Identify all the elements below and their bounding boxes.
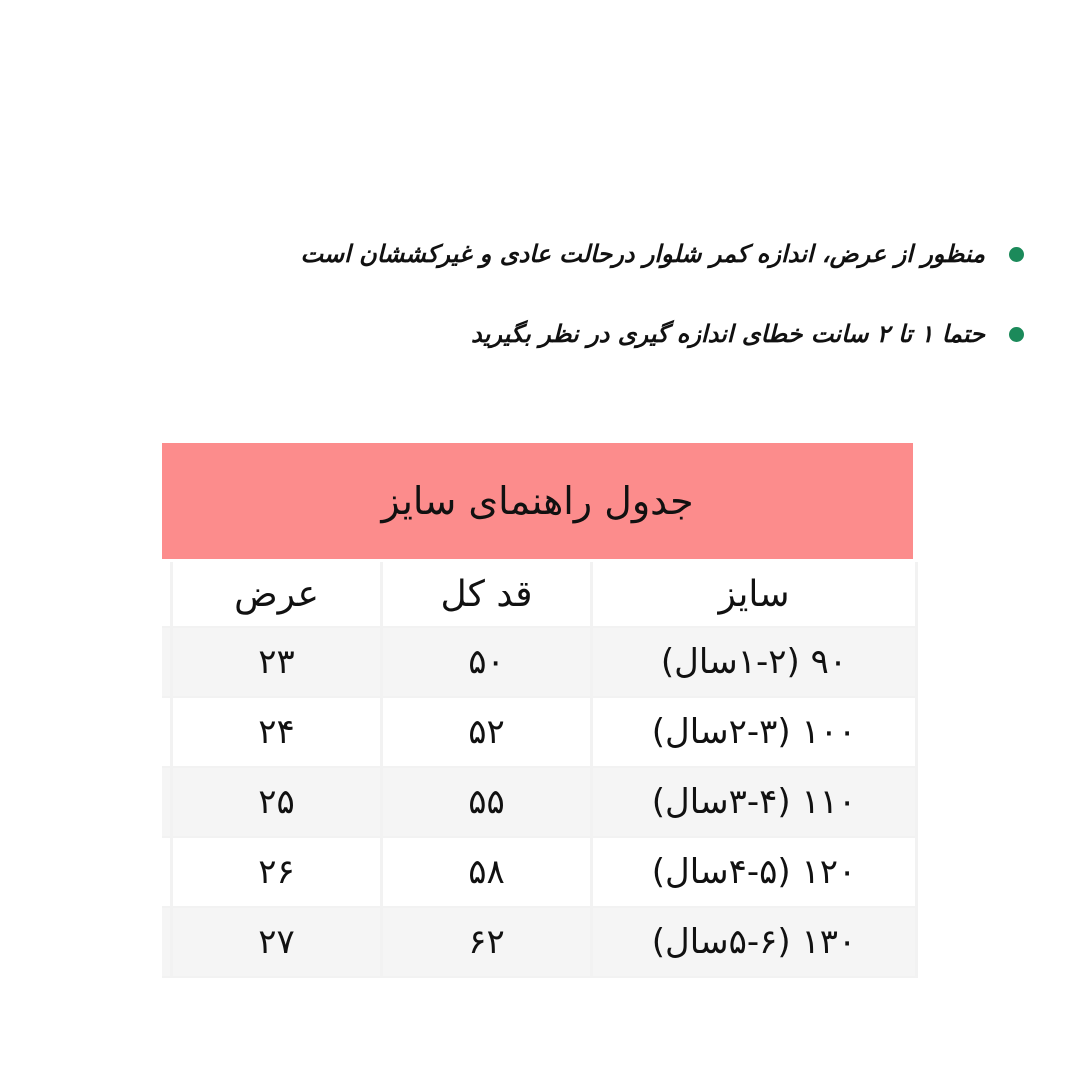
cell-size: ۱۳۰ (۵-۶سال) bbox=[590, 908, 918, 976]
cell-size: ۹۰ (۱-۲سال) bbox=[590, 628, 918, 696]
cell-height: ۶۲ bbox=[380, 908, 590, 976]
green-dot-icon bbox=[1009, 247, 1024, 262]
size-guide-table bbox=[162, 443, 918, 978]
cell-width: ۲۷ bbox=[170, 908, 380, 976]
cell-width: ۲۶ bbox=[170, 838, 380, 906]
note-text: حتما ۱ تا ۲ سانت خطای اندازه گیری در نظر بگیرید bbox=[471, 320, 985, 348]
header-size: سایز bbox=[590, 562, 918, 626]
table-header-row bbox=[162, 562, 918, 628]
cell-size: ۱۱۰ (۳-۴سال) bbox=[590, 768, 918, 836]
table-title: جدول راهنمای سایز bbox=[162, 443, 913, 559]
cell-width: ۲۳ bbox=[170, 628, 380, 696]
header-height: قد کل bbox=[380, 562, 590, 626]
cell-height: ۵۰ bbox=[380, 628, 590, 696]
cell-height: ۵۵ bbox=[380, 768, 590, 836]
note-text: منظور از عرض، اندازه کمر شلوار درحالت عادی و غیرکششان است bbox=[300, 240, 985, 268]
note-item bbox=[300, 226, 1024, 282]
table-row bbox=[162, 628, 918, 698]
notes-list bbox=[300, 226, 1024, 386]
cell-size: ۱۲۰ (۴-۵سال) bbox=[590, 838, 918, 906]
cell-width: ۲۵ bbox=[170, 768, 380, 836]
cell-height: ۵۲ bbox=[380, 698, 590, 766]
table-row bbox=[162, 698, 918, 768]
table-row bbox=[162, 838, 918, 908]
table-row bbox=[162, 908, 918, 978]
table-row bbox=[162, 768, 918, 838]
cell-height: ۵۸ bbox=[380, 838, 590, 906]
cell-width: ۲۴ bbox=[170, 698, 380, 766]
note-item bbox=[324, 306, 1024, 362]
table-body bbox=[162, 562, 918, 978]
cell-size: ۱۰۰ (۲-۳سال) bbox=[590, 698, 918, 766]
header-width: عرض bbox=[170, 562, 380, 626]
green-dot-icon bbox=[1009, 327, 1024, 342]
